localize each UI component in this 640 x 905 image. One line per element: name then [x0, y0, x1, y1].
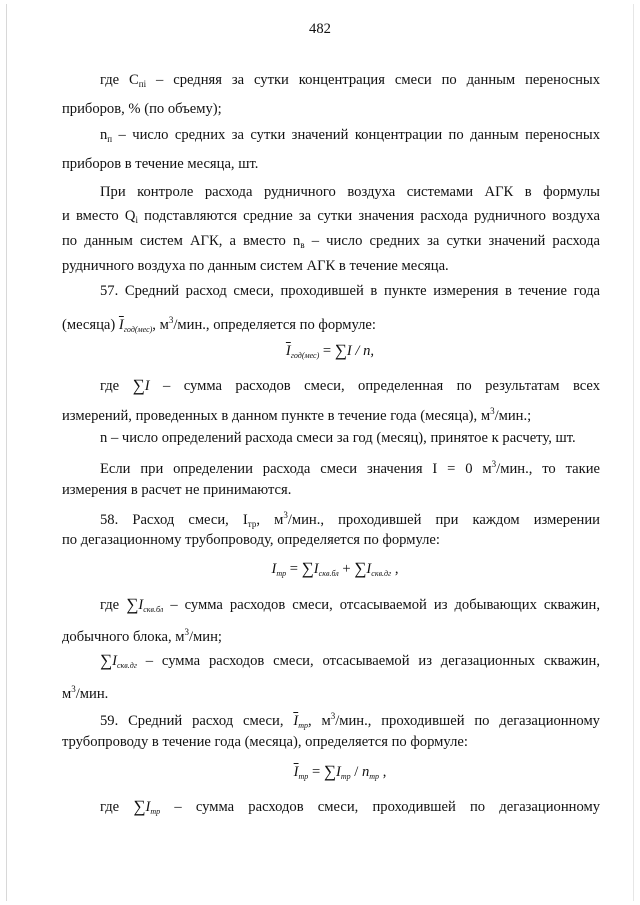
item-57-line1: 57. Средний расход смеси, проходившей в пункте измерения в течение года [100, 283, 600, 299]
paragraph-agk-line1: При контроле расхода рудничного воздуха системами АГК в формулы [100, 184, 600, 200]
formula-59: $\overline{I}_{тр} = \sum I_{тр} / n_{тр}$ , [293, 762, 387, 781]
item-57-where-line2: измерений, проведенных в данном пункте в течение года (месяца), $м^3$/мин.; [62, 406, 532, 424]
item-58-line1: 58. Расход смеси, $I_{тр}$, $м^3$/мин., проходившей при каждом измерении [100, 510, 600, 529]
item-57-if-line2: измерения в расчет не принимаются. [62, 482, 292, 498]
page-number: 482 [309, 21, 331, 37]
item-57-line2: (месяца) $\overline{I}_{год(мес)}$, $м^3$/мин., определяется по формуле: [62, 315, 376, 334]
paragraph-cpi-line1: где $С_{пi}$ – средняя за сутки концентрация смеси по данным переносных [100, 72, 600, 89]
item-57-n-line: n – число определений расхода смеси за год (месяц), принятое к расчету, шт. [100, 430, 576, 446]
item-58-where2-line1: $\sum I_{скв.дг}$ – сумма расходов смеси, отсасываемой из дегазационных скважин, [100, 651, 600, 670]
formula-57: $\overline{I}_{год(мес)} = \sum I / n$, [285, 341, 375, 360]
paragraph-np-line2: приборов в течение месяца, шт. [62, 156, 259, 172]
formula-58: $I_{тр} = \sum I_{скв.бл} + \sum I_{скв.дг}$ , [271, 559, 399, 578]
item-58-where1-line2: добычного блока, $м^3$/мин; [62, 627, 222, 645]
paragraph-agk-line3: по данным систем АГК, а вместо $n_в$ – число средних за сутки значений расхода [62, 233, 600, 250]
item-58-where1-line1: где $\sum I_{скв.бл}$ – сумма расходов смеси, отсасываемой из добывающих скважин, [100, 595, 600, 614]
paragraph-agk-line2: и вместо $Q_i$ подставляются средние за сутки значения расхода рудничного воздуха [62, 208, 601, 225]
paragraph-cpi-line2: приборов, % (по объему); [62, 101, 222, 117]
item-58-where2-line2: $м^3$/мин. [62, 684, 109, 702]
paragraph-np-line1: $n_п$ – число средних за сутки значений концентрации по данным переносных [100, 127, 600, 144]
item-57-where-line1: где ∑I – сумма расходов смеси, определенная по результатам всех [100, 376, 600, 395]
item-58-line2: по дегазационному трубопроводу, определяется по формуле: [62, 532, 440, 548]
item-59-line2: трубопроводу в течение года (месяца), определяется по формуле: [62, 734, 468, 750]
paragraph-agk-line4: рудничного воздуха по данным систем АГК в течение месяца. [62, 258, 449, 274]
item-59-where-line1: где $\sum I_{тр}$ – сумма расходов смеси, проходившей по дегазационному [100, 797, 601, 816]
item-59-line1: 59. Средний расход смеси, $\overline{I}_{тр}$, $м^3$/мин., проходившей по дегазационному [100, 711, 600, 730]
item-57-if-line1: Если при определении расхода смеси значения I = 0 $м^3$/мин., то такие [100, 459, 600, 477]
